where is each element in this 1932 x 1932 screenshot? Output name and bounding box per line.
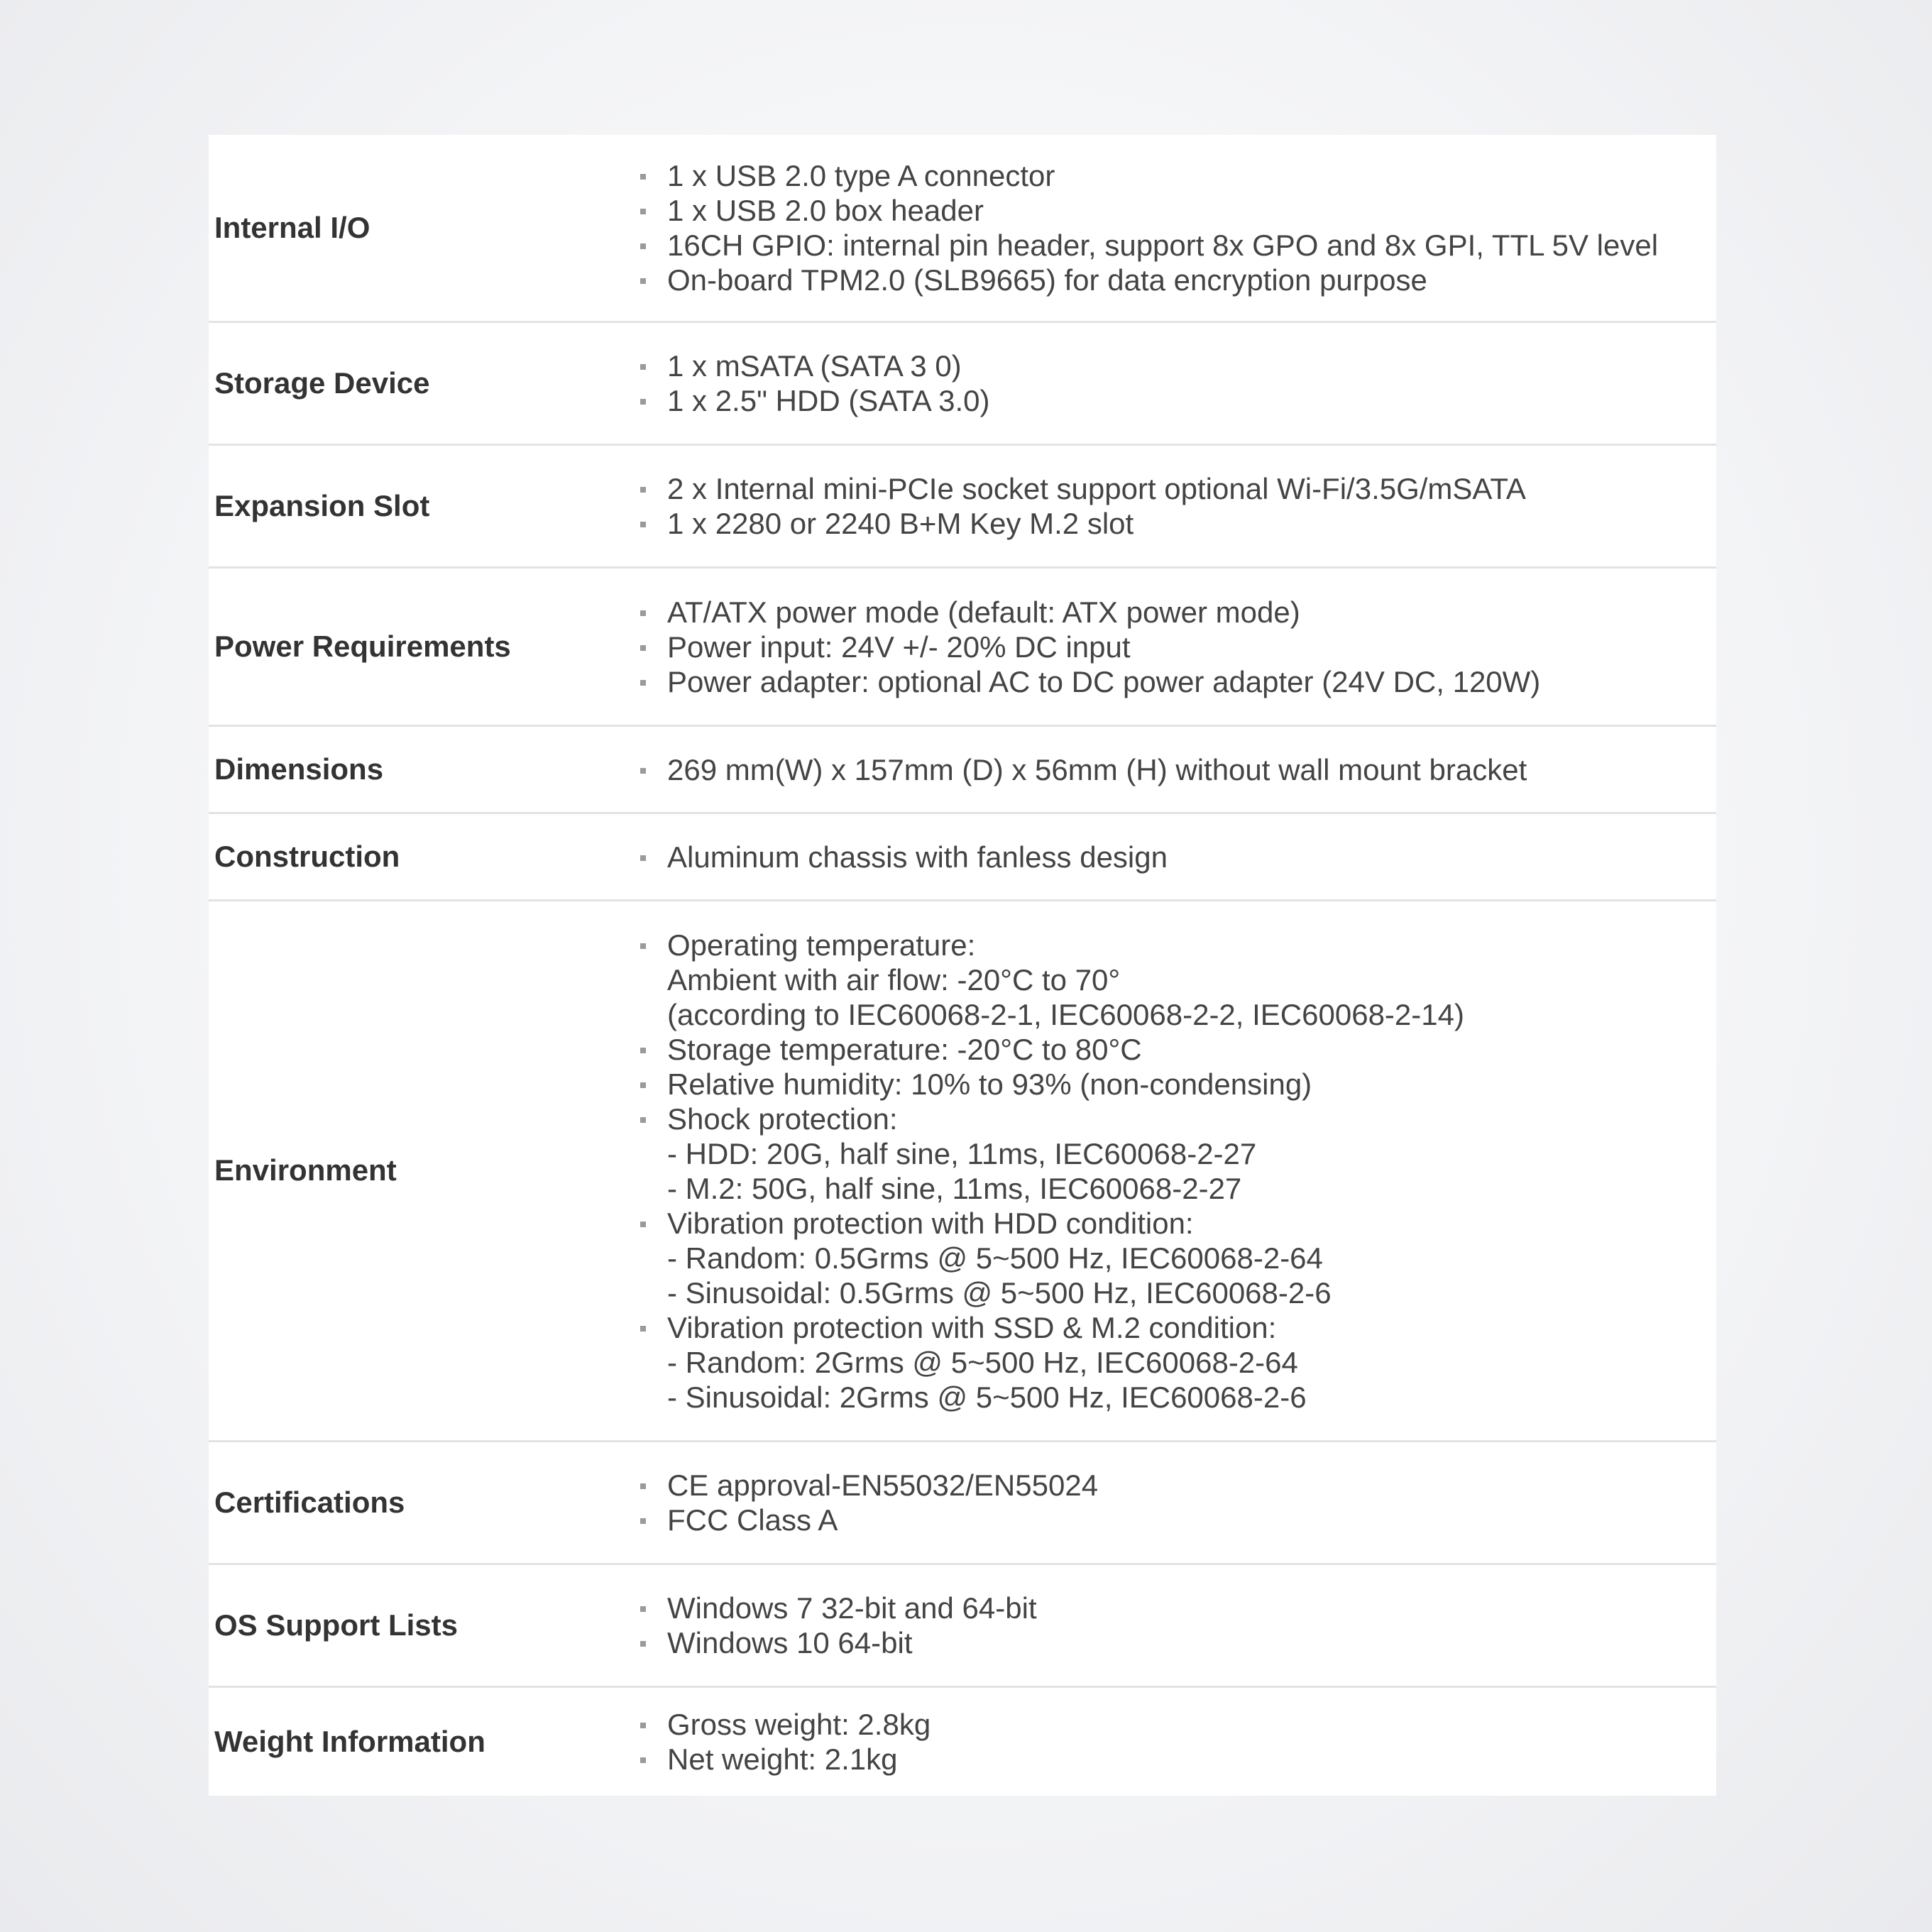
list-item-text: Storage temperature: -20°C to 80°C [667, 1032, 1142, 1066]
list-item-text: Windows 7 32-bit and 64-bit [667, 1591, 1037, 1625]
bullet-icon [627, 752, 667, 787]
list-item-text: 1 x 2280 or 2240 B+M Key M.2 slot [667, 507, 1134, 540]
spec-values [627, 471, 1716, 541]
list-item [627, 1742, 1716, 1777]
bullet-icon [627, 595, 667, 630]
bullet-icon [627, 1206, 667, 1310]
bullet-icon [627, 1503, 667, 1537]
list-item [627, 228, 1716, 263]
bullet-icon [627, 1742, 667, 1777]
spec-values [627, 752, 1716, 787]
list-item [627, 1503, 1716, 1537]
spec-row-dimensions [209, 727, 1716, 814]
list-item-text: 2 x Internal mini-PCIe socket support optional Wi-Fi/3.5G/mSATA [667, 472, 1526, 505]
spec-label: Internal I/O [214, 210, 371, 244]
list-item [627, 595, 1716, 630]
spec-row-internal-io [209, 135, 1716, 323]
spec-row-construction [209, 814, 1716, 901]
bullet-icon [627, 471, 667, 506]
bullet-icon [627, 630, 667, 664]
spec-values [627, 928, 1716, 1415]
list-item [627, 193, 1716, 228]
spec-table [209, 135, 1716, 1796]
spec-label: Certifications [214, 1485, 405, 1519]
spec-row-os-support-lists [209, 1565, 1716, 1688]
spec-label: Power Requirements [214, 629, 511, 663]
bullet-icon [627, 1591, 667, 1625]
bullet-icon [627, 840, 667, 874]
bullet-icon [627, 1067, 667, 1102]
list-item [627, 1310, 1716, 1415]
list-item-text: Operating temperature: Ambient with air flow: -20°C to 70° (according to IEC60068-2-1, IEC60068-2-2, IEC60068-2-14) [667, 928, 1464, 1031]
list-item [627, 263, 1716, 297]
list-item-text: On-board TPM2.0 (SLB9665) for data encryption purpose [667, 263, 1427, 297]
list-item-text: Windows 10 64-bit [667, 1626, 913, 1659]
bullet-icon [627, 1468, 667, 1503]
list-item [627, 630, 1716, 664]
list-item-text: 1 x USB 2.0 box header [667, 194, 984, 227]
spec-row-certifications [209, 1442, 1716, 1565]
list-item-text: Gross weight: 2.8kg [667, 1708, 931, 1741]
list-item [627, 1102, 1716, 1206]
spec-label: Expansion Slot [214, 488, 430, 522]
list-item-text: CE approval-EN55032/EN55024 [667, 1469, 1099, 1502]
bullet-icon [627, 664, 667, 699]
list-item-text: Shock protection: - HDD: 20G, half sine, 11ms, IEC60068-2-27 - M.2: 50G, half sine, 11ms, IEC60068-2-27 [667, 1102, 1257, 1205]
spec-values [627, 1468, 1716, 1537]
list-item [627, 928, 1716, 1032]
spec-label: OS Support Lists [214, 1608, 459, 1642]
spec-label: Dimensions [214, 752, 384, 786]
bullet-icon [627, 928, 667, 1032]
list-item [627, 506, 1716, 541]
bullet-icon [627, 263, 667, 297]
list-item [627, 471, 1716, 506]
list-item-text: 16CH GPIO: internal pin header, support 8x GPO and 8x GPI, TTL 5V level [667, 229, 1659, 262]
spec-values [627, 595, 1716, 699]
spec-values [627, 158, 1716, 297]
list-item [627, 1468, 1716, 1503]
list-item-text: Relative humidity: 10% to 93% (non-condensing) [667, 1067, 1312, 1101]
spec-values [627, 1591, 1716, 1660]
bullet-icon [627, 193, 667, 228]
spec-label: Weight Information [214, 1724, 485, 1758]
list-item [627, 840, 1716, 874]
spec-label: Storage Device [214, 366, 430, 400]
list-item [627, 383, 1716, 418]
list-item [627, 1591, 1716, 1625]
list-item-text: Net weight: 2.1kg [667, 1742, 898, 1776]
list-item [627, 1032, 1716, 1067]
list-item-text: 1 x 2.5" HDD (SATA 3.0) [667, 384, 990, 417]
bullet-icon [627, 1102, 667, 1206]
bullet-icon [627, 158, 667, 193]
bullet-icon [627, 1032, 667, 1067]
bullet-icon [627, 228, 667, 263]
list-item-text: Vibration protection with HDD condition: - Random: 0.5Grms @ 5~500 Hz, IEC60068-2-64 - Sinusoidal: 0.5Grms @ 5~500 Hz, IEC60068-2-6 [667, 1206, 1332, 1310]
list-item-text: Vibration protection with SSD & M.2 condition: - Random: 2Grms @ 5~500 Hz, IEC60068-2-64 - Sinusoidal: 2Grms @ 5~500 Hz, IEC60068-2-6 [667, 1310, 1307, 1414]
bullet-icon [627, 383, 667, 418]
spec-row-storage-device [209, 323, 1716, 446]
list-item [627, 348, 1716, 383]
list-item [627, 1625, 1716, 1660]
bullet-icon [627, 506, 667, 541]
bullet-icon [627, 348, 667, 383]
list-item [627, 1206, 1716, 1310]
list-item [627, 158, 1716, 193]
spec-values [627, 840, 1716, 874]
list-item-text: Power adapter: optional AC to DC power adapter (24V DC, 120W) [667, 664, 1541, 698]
list-item [627, 1067, 1716, 1102]
spec-row-power-requirements [209, 569, 1716, 727]
list-item [627, 1707, 1716, 1742]
list-item-text: Power input: 24V +/- 20% DC input [667, 630, 1131, 664]
list-item-text: 1 x mSATA (SATA 3 0) [667, 349, 962, 383]
spec-label: Environment [214, 1153, 397, 1187]
spec-label: Construction [214, 839, 400, 873]
spec-values [627, 1707, 1716, 1777]
spec-row-weight-information [209, 1688, 1716, 1796]
list-item-text: 269 mm(W) x 157mm (D) x 56mm (H) without wall mount bracket [667, 752, 1527, 786]
list-item [627, 752, 1716, 787]
bullet-icon [627, 1707, 667, 1742]
spec-row-expansion-slot [209, 446, 1716, 569]
spec-row-environment [209, 901, 1716, 1442]
list-item-text: AT/ATX power mode (default: ATX power mode) [667, 595, 1300, 629]
list-item-text: 1 x USB 2.0 type A connector [667, 159, 1055, 192]
list-item-text: FCC Class A [667, 1503, 838, 1537]
spec-values [627, 348, 1716, 418]
list-item-text: Aluminum chassis with fanless design [667, 840, 1168, 874]
bullet-icon [627, 1625, 667, 1660]
bullet-icon [627, 1310, 667, 1415]
list-item [627, 664, 1716, 699]
